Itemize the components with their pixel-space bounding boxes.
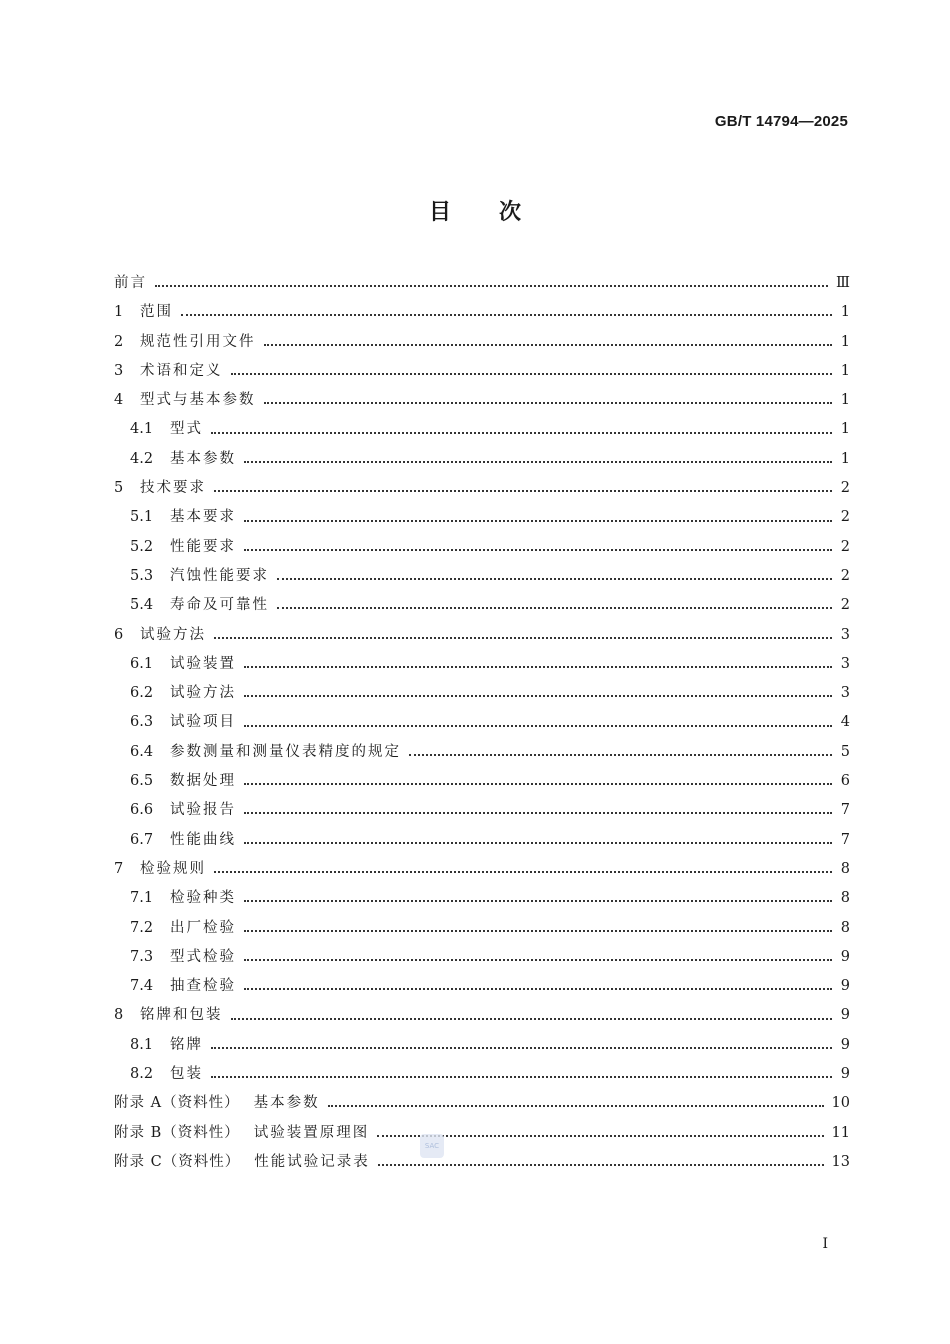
toc-entry-number: 6.1 xyxy=(130,655,154,672)
toc-dot-leader xyxy=(181,313,832,316)
toc-entry-number: 6.5 xyxy=(130,773,154,790)
toc-dot-leader xyxy=(277,577,832,580)
toc-entry-number: 5 xyxy=(114,480,124,497)
toc-entry[interactable] xyxy=(114,415,850,444)
toc-entry-page: 2 xyxy=(840,509,850,526)
toc-dot-leader xyxy=(244,548,832,551)
toc-entry-label: 试验装置 xyxy=(170,655,236,672)
toc-appendix-prefix: 附录 C（资料性） xyxy=(114,1153,241,1170)
toc-entry-label: 型式检验 xyxy=(170,948,236,965)
document-code: GB/T 14794—2025 xyxy=(714,113,848,130)
toc-dot-leader xyxy=(264,343,833,346)
toc-entry-label: 范围 xyxy=(140,304,173,321)
toc-entry-label: 出厂检验 xyxy=(170,919,236,936)
toc-entry-number: 4.1 xyxy=(130,421,154,438)
toc-entry-number: 8.1 xyxy=(130,1036,154,1053)
toc-entry-label: 参数测量和测量仪表精度的规定 xyxy=(170,743,401,760)
toc-entry-number: 6.6 xyxy=(130,802,154,819)
toc-dot-leader xyxy=(244,841,832,844)
toc-entry[interactable] xyxy=(114,591,850,620)
toc-dot-leader xyxy=(211,1046,832,1049)
toc-dot-leader xyxy=(328,1104,824,1107)
toc-appendix-prefix: 附录 B（资料性） xyxy=(114,1124,240,1141)
toc-entry[interactable] xyxy=(114,445,850,474)
toc-dot-leader xyxy=(155,284,828,287)
toc-entry-number: 7.4 xyxy=(130,978,154,995)
toc-entry-label: 汽蚀性能要求 xyxy=(170,567,269,584)
toc-entry-label: 试验方法 xyxy=(170,685,236,702)
toc-entry-number: 6.2 xyxy=(130,685,154,702)
toc-entry-page: 8 xyxy=(840,860,850,877)
toc-entry-page: 6 xyxy=(840,773,850,790)
toc-entry-page: 4 xyxy=(840,714,850,731)
toc-entry[interactable] xyxy=(114,1089,850,1118)
toc-entry-number: 7 xyxy=(114,860,124,877)
toc-entry-number: 5.2 xyxy=(130,538,154,555)
toc-entry-page: 7 xyxy=(840,802,850,819)
toc-dot-leader xyxy=(377,1134,823,1137)
toc-entry-label: 试验装置原理图 xyxy=(253,1124,370,1141)
toc-entry-page: 1 xyxy=(840,421,850,438)
toc-entry-page: 3 xyxy=(840,626,850,643)
toc-entry-label: 铭牌 xyxy=(170,1036,203,1053)
toc-entry[interactable] xyxy=(114,826,850,855)
toc-entry-number: 6 xyxy=(114,626,124,643)
toc-entry-page: Ⅲ xyxy=(836,275,850,291)
toc-entry-page: 2 xyxy=(840,538,850,555)
toc-entry[interactable] xyxy=(114,767,850,796)
toc-entry-number: 6.4 xyxy=(130,743,154,760)
toc-entry-label: 基本参数 xyxy=(170,450,236,467)
toc-entry-page: 9 xyxy=(840,1007,850,1024)
toc-dot-leader xyxy=(244,665,832,668)
toc-entry-number: 2 xyxy=(114,333,124,350)
toc-entry-label: 试验报告 xyxy=(170,802,236,819)
toc-entry[interactable] xyxy=(114,533,850,562)
toc-entry[interactable] xyxy=(114,796,850,825)
toc-entry-page: 3 xyxy=(840,655,850,672)
toc-entry-label: 规范性引用文件 xyxy=(140,333,256,350)
toc-entry-page: 1 xyxy=(840,333,850,350)
toc-entry-number: 6.7 xyxy=(130,831,154,848)
toc-entry-number: 6.3 xyxy=(130,714,154,731)
toc-entry[interactable] xyxy=(114,708,850,737)
toc-entry[interactable] xyxy=(114,474,850,503)
toc-entry-label: 基本要求 xyxy=(170,509,236,526)
toc-dot-leader xyxy=(244,811,832,814)
toc-entry-label: 铭牌和包装 xyxy=(140,1007,223,1024)
toc-entry-label: 前言 xyxy=(114,275,147,291)
toc-entry[interactable] xyxy=(114,621,850,650)
toc-entry-page: 9 xyxy=(840,1066,850,1083)
toc-dot-leader xyxy=(244,724,832,727)
toc-dot-leader xyxy=(231,1017,833,1020)
toc-entry-label: 基本参数 xyxy=(253,1095,320,1112)
toc-dot-leader xyxy=(244,694,832,697)
toc-entry[interactable] xyxy=(114,357,850,386)
toc-entry[interactable] xyxy=(114,679,850,708)
toc-entry-number: 4.2 xyxy=(130,450,154,467)
toc-entry-label: 性能曲线 xyxy=(170,831,236,848)
toc-entry[interactable] xyxy=(114,386,850,415)
toc-entry-page: 5 xyxy=(840,743,850,760)
toc-entry-page: 9 xyxy=(840,1036,850,1053)
toc-entry[interactable] xyxy=(114,650,850,679)
sac-watermark-logo: SAC xyxy=(420,1134,444,1158)
toc-entry-page: 1 xyxy=(840,362,850,379)
toc-dot-leader xyxy=(378,1163,824,1166)
toc-entry-page: 9 xyxy=(840,978,850,995)
toc-entry[interactable] xyxy=(114,269,850,298)
toc-entry[interactable] xyxy=(114,503,850,532)
toc-entry[interactable] xyxy=(114,562,850,591)
toc-dot-leader xyxy=(244,899,832,902)
toc-entry-number: 4 xyxy=(114,392,124,409)
toc-dot-leader xyxy=(244,987,832,990)
toc-entry-number: 8.2 xyxy=(130,1066,154,1083)
toc-entry-label: 性能试验记录表 xyxy=(254,1153,370,1170)
toc-dot-leader xyxy=(214,870,832,873)
toc-entry-number: 5.4 xyxy=(130,597,154,614)
toc-entry[interactable] xyxy=(114,738,850,767)
toc-entry-page: 8 xyxy=(840,919,850,936)
toc-entry-label: 性能要求 xyxy=(170,538,236,555)
toc-entry-page: 2 xyxy=(840,567,850,584)
toc-entry-number: 7.2 xyxy=(130,919,154,936)
toc-entry-page: 2 xyxy=(840,480,850,497)
toc-entry[interactable] xyxy=(114,972,850,1001)
toc-entry-page: 1 xyxy=(840,392,850,409)
toc-dot-leader xyxy=(211,431,832,434)
toc-entry[interactable] xyxy=(114,1060,850,1089)
toc-appendix-prefix: 附录 A（资料性） xyxy=(114,1095,240,1112)
toc-entry-page: 8 xyxy=(840,890,850,907)
toc-entry-label: 术语和定义 xyxy=(140,362,223,379)
toc-entry[interactable] xyxy=(114,1119,850,1148)
toc-entry-label: 检验规则 xyxy=(140,860,206,877)
toc-entry-page: 1 xyxy=(840,304,850,321)
toc-entry[interactable] xyxy=(114,943,850,972)
toc-entry[interactable] xyxy=(114,298,850,327)
toc-entry-page: 7 xyxy=(840,831,850,848)
toc-dot-leader xyxy=(211,1075,832,1078)
toc-entry-number: 5.3 xyxy=(130,567,154,584)
toc-entry-number: 8 xyxy=(114,1007,124,1024)
toc-dot-leader xyxy=(244,782,832,785)
toc-dot-leader xyxy=(244,958,832,961)
toc-entry[interactable] xyxy=(114,855,850,884)
toc-entry-label: 包装 xyxy=(170,1066,203,1083)
toc-entry[interactable] xyxy=(114,1148,850,1177)
toc-entry[interactable] xyxy=(114,328,850,357)
toc-entry-label: 数据处理 xyxy=(170,773,236,790)
toc-entry-label: 抽查检验 xyxy=(170,978,236,995)
toc-dot-leader xyxy=(264,401,833,404)
toc-entry-label: 检验种类 xyxy=(170,890,236,907)
toc-entry[interactable] xyxy=(114,1001,850,1030)
toc-entry-label: 型式 xyxy=(170,421,203,438)
toc-entry-label: 型式与基本参数 xyxy=(140,392,256,409)
toc-entry[interactable] xyxy=(114,914,850,943)
toc-entry[interactable] xyxy=(114,1031,850,1060)
toc-entry-number: 7.1 xyxy=(130,890,154,907)
toc-title: 目次 xyxy=(428,200,569,225)
toc-entry-label: 技术要求 xyxy=(140,480,206,497)
toc-entry-page: 13 xyxy=(831,1153,850,1170)
toc-dot-leader xyxy=(214,636,832,639)
toc-entry-label: 试验方法 xyxy=(140,626,206,643)
toc-dot-leader xyxy=(277,606,832,609)
toc-list xyxy=(114,269,850,1177)
toc-entry-page: 2 xyxy=(840,597,850,614)
toc-entry-page: 1 xyxy=(840,450,850,467)
toc-dot-leader xyxy=(244,460,832,463)
toc-entry-page: 3 xyxy=(840,685,850,702)
toc-entry-number: 5.1 xyxy=(130,509,154,526)
toc-dot-leader xyxy=(231,372,833,375)
toc-entry-page: 10 xyxy=(831,1095,850,1112)
toc-dot-leader xyxy=(214,489,832,492)
toc-dot-leader xyxy=(409,753,832,756)
toc-dot-leader xyxy=(244,519,832,522)
toc-entry-number: 7.3 xyxy=(130,948,154,965)
page-number: I xyxy=(822,1236,828,1252)
toc-entry[interactable] xyxy=(114,884,850,913)
toc-entry-number: 3 xyxy=(114,362,124,379)
toc-entry-label: 寿命及可靠性 xyxy=(170,597,269,614)
toc-entry-number: 1 xyxy=(114,304,124,321)
toc-entry-page: 9 xyxy=(840,948,850,965)
toc-entry-label: 试验项目 xyxy=(170,714,236,731)
toc-entry-page: 11 xyxy=(831,1124,850,1141)
toc-dot-leader xyxy=(244,929,832,932)
